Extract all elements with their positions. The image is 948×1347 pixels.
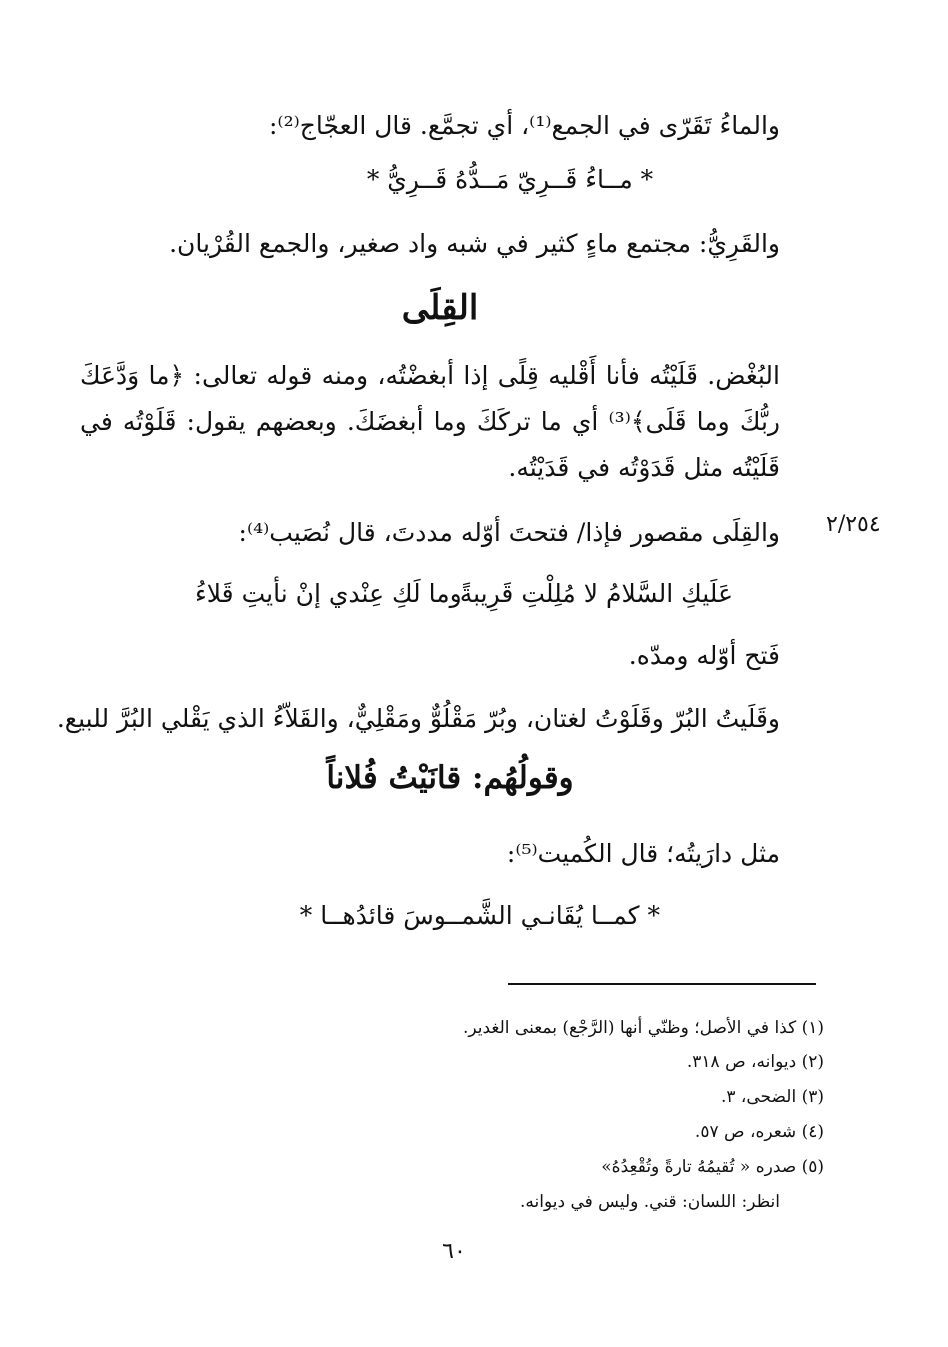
footnote-3: (٣) الضحى، ٣. <box>720 1087 824 1107</box>
text-line-4: فَتح أوّله ومدّه. <box>628 641 780 670</box>
section-heading-qila: القِلَى <box>401 288 479 328</box>
verse-2-first-hemistich: عَلَيكِ السَّلامُ لا مُلِلْتِ قَرِيبةً <box>459 579 733 608</box>
margin-page-reference: ٢/٢٥٤ <box>826 512 881 537</box>
paragraph-1: البُغْض. قَلَيْتُه فأنا أَقْليه قِلًى إذا أبغضْتُه، ومنه قوله تعالى: ﴿ما وَدَّعَكَ ربُّكَ وما قَلَى﴾⁽³⁾ أي ما تركَكَ وما أبغضَكَ. وبعضهم يقول: قَلَوْتُه في قَلَيْتُه مثل قَدَوْتُه في قَدَيْتُه. <box>80 361 780 482</box>
text-line-5: وقَلَيتُ البُرّ وقَلَوْتُ لغتان، وبُرّ مَقْلُوٌّ ومَقْلِيٌّ، والقَلاّءُ الذي يَقْلي البُرَّ للبيع. <box>56 704 780 733</box>
footnote-5: (٥) صدره « تُقيمُهُ تارةً وتُقْعِدُهُ» <box>601 1157 824 1177</box>
page-number: ٦٠ <box>442 1239 466 1264</box>
verse-2-second-hemistich: وما لَكِ عِنْدي إنْ نأيتِ قَلاءُ <box>195 579 462 608</box>
footnote-5-continuation: انظر: اللسان: قني. وليس في ديوانه. <box>520 1192 780 1212</box>
footnote-separator <box>508 983 816 985</box>
section-heading-qanaytu: وقولُهُم: قانَيْتُ فُلاناً <box>326 760 574 796</box>
text-line-3: والقِلَى مقصور فإذا/ فتحتَ أوّله مددتَ، قال نُصَيب⁽⁴⁾: <box>238 518 780 547</box>
text-line-1: والماءُ تَقَرّى في الجمع⁽¹⁾، أي تجمَّع. قال العجّاج⁽²⁾: <box>269 111 780 140</box>
footnote-1: (١) كذا في الأصل؛ وظنّي أنها (الرَّجْع) بمعنى الغدير. <box>462 1018 824 1038</box>
footnote-4: (٤) شعره، ص ٥٧. <box>694 1122 824 1142</box>
text-line-6: مثل دارَيتُه؛ قال الكُميت⁽⁵⁾: <box>506 839 780 868</box>
verse-line-1: * مــاءُ قَــرِيّ مَــدُّهُ قَــرِيُّ * <box>366 165 654 194</box>
verse-line-3: * كمــا يُقَانـي الشَّمــوسَ قائدُهــا * <box>299 901 660 930</box>
text-line-2: والقَرِيُّ: مجتمع ماءٍ كثير في شبه واد صغير، والجمع القُرْيان. <box>169 229 780 258</box>
footnote-2: (٢) ديوانه، ص ٣١٨. <box>686 1052 824 1072</box>
